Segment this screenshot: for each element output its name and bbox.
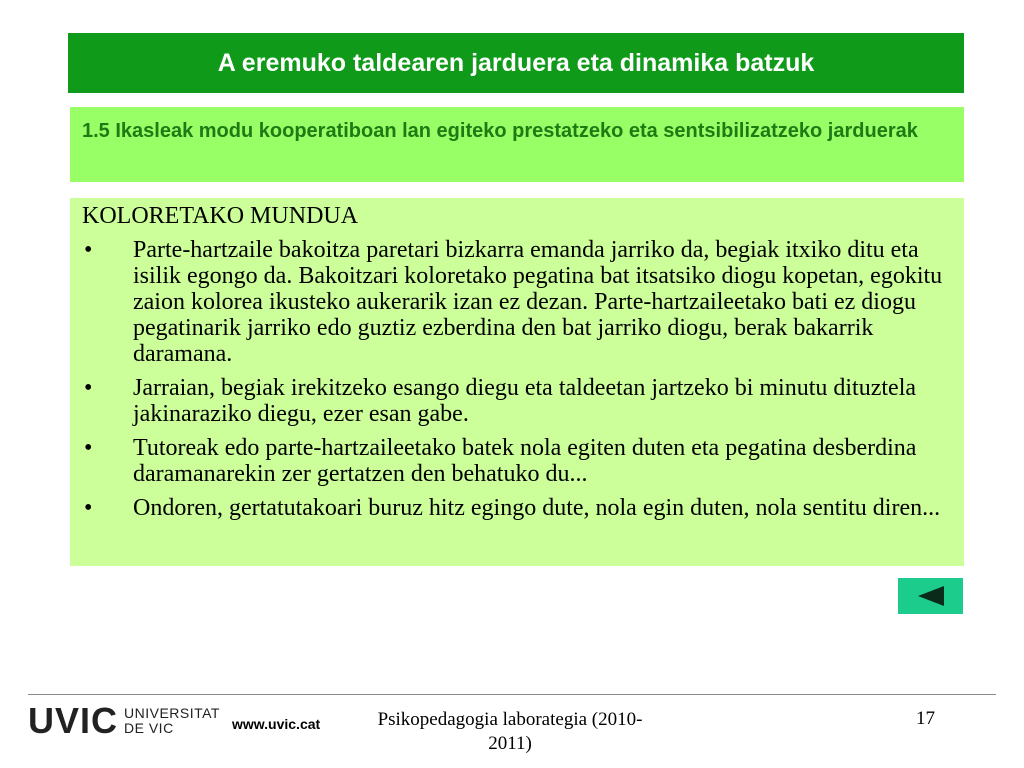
bullet-mark: •	[84, 237, 93, 263]
back-button[interactable]	[898, 578, 963, 614]
triangle-left-icon	[916, 585, 946, 607]
bullet-item	[82, 495, 944, 521]
university-name-line2: DE VIC	[124, 720, 174, 736]
bullet-list	[82, 237, 944, 521]
bullet-text: Parte-hartzaile bakoitza paretari bizkarra emanda jarriko da, begiak itxiko ditu eta isilik egongo da. Bakoitzari koloretako pegatina bat itsatsiko diogu kopetan, egokitu zaion kolorea ikusteko aukerarik izan ez dezan. Parte-hartzaileetako bati ez diogu pegatinarik jarriko edo guztiz ezberdina den bat jarriko diogu, berak bakarrik daramana.	[133, 237, 943, 367]
subtitle-box	[70, 107, 964, 182]
bullet-text: Ondoren, gertatutakoari buruz hitz egingo dute, nola egin duten, nola sentitu diren...	[133, 495, 941, 521]
bullet-text: Jarraian, begiak irekitzeko esango diegu eta taldeetan jartzeko bi minutu dituztela jakinaraziko diegu, ezer esan gabe.	[133, 375, 917, 427]
slide-title: A eremuko taldearen jarduera eta dinamika batzuk	[217, 48, 815, 77]
university-name	[124, 706, 220, 736]
university-name-line1: UNIVERSITAT	[124, 705, 220, 721]
footer-url[interactable]: www.uvic.cat	[232, 716, 321, 732]
bullet-mark: •	[84, 375, 93, 401]
footer-divider	[28, 694, 996, 695]
bullet-text: Tutoreak edo parte-hartzaileetako batek nola egiten duten eta pegatina desberdina daramanarekin zer gertatzen den behatuko du...	[133, 435, 917, 487]
slide-title-bar	[68, 33, 964, 93]
page-number: 17	[916, 708, 935, 729]
bullet-item	[82, 237, 944, 367]
bullet-item	[82, 435, 944, 487]
bullet-item	[82, 375, 944, 427]
content-box	[70, 198, 964, 566]
footer-course: Psikopedagogia laborategia (2010-2011)	[377, 709, 643, 754]
slide-subtitle: 1.5 Ikasleak modu kooperatiboan lan egiteko prestatzeko eta sentsibilizatzeko jarduerak	[82, 120, 918, 142]
bullet-mark: •	[84, 435, 93, 461]
content-heading: KOLORETAKO MUNDUA	[82, 203, 359, 229]
uvic-logo: UVIC	[28, 700, 119, 741]
bullet-mark: •	[84, 495, 93, 521]
